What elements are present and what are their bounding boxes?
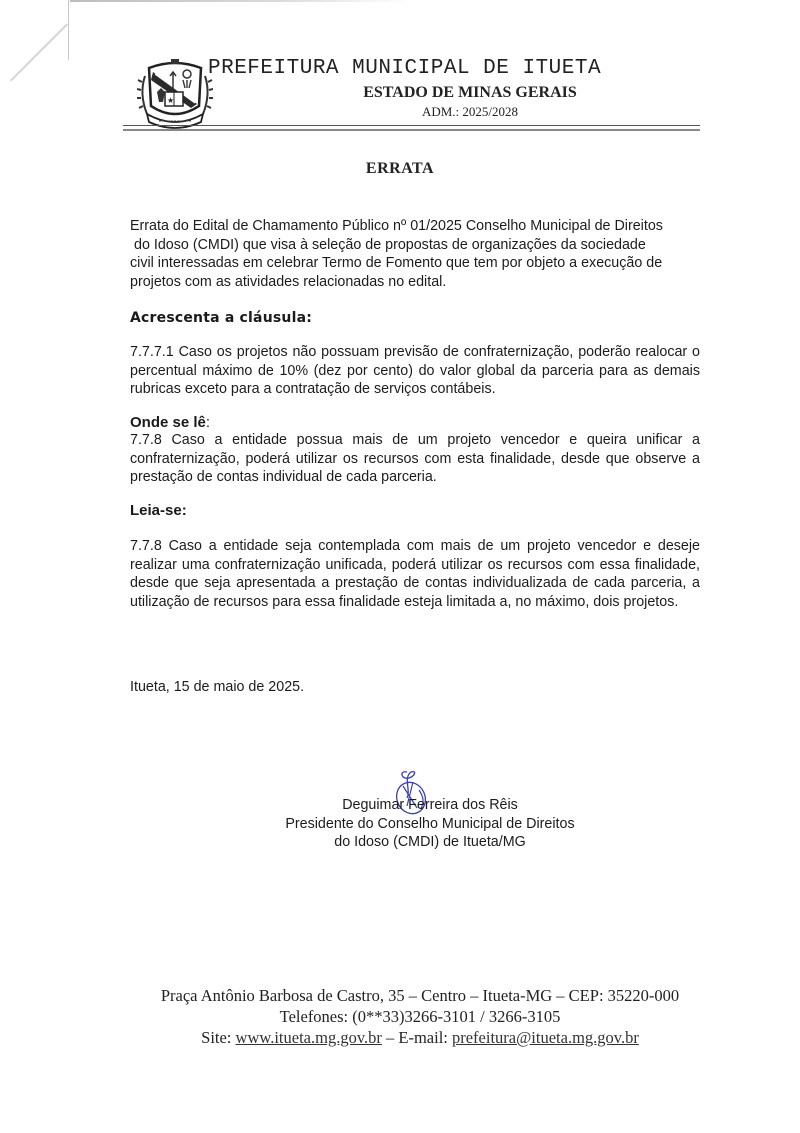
municipality-name: PREFEITURA MUNICIPAL DE ITUETA: [208, 57, 602, 80]
clause-7-7-7-1: 7.7.7.1 Caso os projetos não possuam previsão de confraternização, poderão realocar o percentual máximo de 10% (dez por cento) do valor global da parceria para as demais rubricas exceto para a contratação de serviços contábeis.: [130, 344, 700, 397]
letterhead: [125, 55, 700, 135]
intro-line: civil interessadas em celebrar Termo de Fomento que tem por objeto a execução de: [130, 255, 663, 271]
document-title: ERRATA: [365, 160, 435, 177]
site-label: Site:: [201, 1028, 236, 1047]
email-link[interactable]: prefeitura@itueta.mg.gov.br: [451, 1028, 639, 1047]
intro-line: Errata do Edital de Chamamento Público nº 01/2025 Conselho Municipal de Direitos: [130, 218, 663, 234]
clause-7-7-8-corrected: 7.7.8 Caso a entidade seja contemplada com mais de um projeto vencedor e deseje realizar uma confraternização unificada, poderá utilizar os recursos com essa finalidade, desde que seja apresentada a prestação de contas individualizada de cada parceria, a utilização de recursos para essa finalidade esteja limitada a, no máximo, dois projetos.: [130, 538, 700, 610]
intro-paragraph: [130, 217, 700, 291]
email-label: E-mail:: [398, 1028, 452, 1047]
heading-colon: :: [205, 414, 211, 431]
footer-separator: –: [381, 1028, 399, 1047]
intro-line: projetos com as atividades relacionadas no edital.: [130, 273, 447, 290]
signatory-name: Deguimar Ferreira dos Rêis: [342, 797, 518, 813]
section-heading-read-as: Leia-se:: [130, 502, 187, 519]
site-link[interactable]: www.itueta.mg.gov.br: [235, 1028, 382, 1047]
section-heading-where-reads: [130, 414, 210, 431]
scan-folded-corner: [10, 23, 68, 81]
section-heading-add-clause: Acrescenta a cláusula:: [130, 310, 313, 326]
scan-page-edge-left: [68, 0, 69, 60]
header-divider: [123, 125, 700, 126]
footer-address: Praça Antônio Barbosa de Castro, 35 – Centro – Itueta-MG – CEP: 35220-000: [160, 986, 680, 1005]
administration-term: ADM.: 2025/2028: [421, 104, 519, 119]
header-divider-double: [123, 129, 700, 131]
place-and-date: Itueta, 15 de maio de 2025.: [130, 679, 305, 695]
signature-block: [250, 796, 610, 852]
footer-phones: Telefones: (0**33)3266-3101 / 3266-3105: [279, 1007, 561, 1026]
heading-text: Onde se lê: [130, 414, 206, 431]
footer-contacts: [0, 1027, 800, 1048]
state-name: ESTADO DE MINAS GERAIS: [363, 84, 577, 101]
letterhead-footer: [0, 985, 800, 1048]
signatory-role: Presidente do Conselho Municipal de Direitos: [285, 815, 575, 832]
signatory-role-cont: do Idoso (CMDI) de Itueta/MG: [334, 834, 526, 850]
intro-line: do Idoso (CMDI) que visa à seleção de propostas de organizações da sociedade: [134, 236, 646, 253]
svg-text:★: ★: [167, 96, 175, 105]
scan-page-edge: [70, 0, 410, 2]
clause-7-7-8-original: 7.7.8 Caso a entidade possua mais de um projeto vencedor e queira unificar a confraternização, poderá utilizar os recursos com esta finalidade, desde que observe a prestação de contas individual de cada parceria.: [130, 432, 700, 485]
